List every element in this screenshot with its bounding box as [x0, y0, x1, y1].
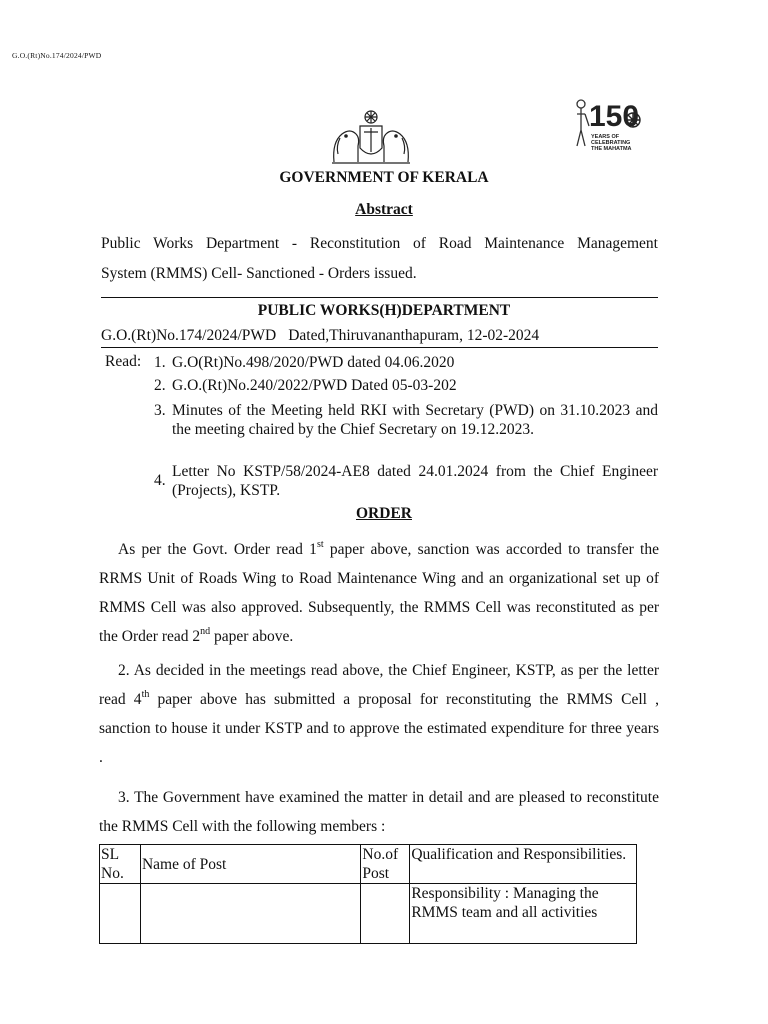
table-header-row: [100, 845, 637, 884]
logo-150-caption: YEARS OF CELEBRATING THE MAHATMA: [591, 134, 632, 152]
divider-bottom: [101, 347, 658, 348]
paragraph-3: 3. The Government have examined the matter in detail and are pleased to reconstitute the RMMS Cell with the following members :: [99, 789, 659, 835]
paragraph-2: 2. As decided in the meetings read above, the Chief Engineer, KSTP, as per the letter read 4th paper above has submitted a proposal for reconstituting the RMMS Cell , sanction to house it under KSTP and to approve the estimated expenditure for three years .: [99, 662, 659, 766]
header-reference: G.O.(Rt)No.174/2024/PWD: [12, 51, 102, 60]
department-heading: PUBLIC WORKS(H)DEPARTMENT: [257, 302, 511, 319]
go-dated: Dated,Thiruvananthapuram, 12-02-2024: [288, 327, 540, 344]
reference-item: 2. G.O.(Rt)No.240/2022/PWD Dated 05-03-202: [154, 377, 457, 394]
subject-line-1: Public Works Department - Reconstitution of Road Maintenance Management: [101, 235, 658, 252]
logo-150-number: 150: [589, 100, 640, 133]
go-line: [101, 327, 539, 345]
order-heading: ORDER: [356, 505, 412, 522]
abstract-heading: Abstract: [355, 201, 413, 218]
subject: [101, 229, 658, 289]
header-name-of-post: Name of Post: [140, 845, 360, 884]
government-title: GOVERNMENT OF KERALA: [279, 169, 489, 186]
gandhi-150-logo: [573, 96, 653, 162]
cell-sl-no: [100, 884, 141, 944]
table-row: [100, 884, 637, 944]
cell-qualification: Responsibility : Managing the RMMS team and all activities: [410, 884, 637, 944]
members-table: [99, 844, 637, 944]
read-label: Read:: [105, 353, 142, 370]
cell-no-of-post: [361, 884, 410, 944]
header-sl-no: SL No.: [100, 845, 141, 884]
header-qualification: Qualification and Responsibilities.: [410, 845, 637, 884]
subject-line-2: System (RMMS) Cell- Sanctioned - Orders issued.: [101, 265, 417, 282]
go-number: G.O.(Rt)No.174/2024/PWD: [101, 327, 277, 344]
reference-item: 1. G.O(Rt)No.498/2020/PWD dated 04.06.2020: [154, 354, 455, 371]
cell-name-of-post: [140, 884, 360, 944]
reference-item: 3. Minutes of the Meeting held RKI with Secretary (PWD) on 31.10.2023 and the meeting chaired by the Chief Secretary on 19.12.2023.: [154, 402, 658, 438]
divider-top: [101, 297, 658, 298]
header-no-of-post: No.of Post: [361, 845, 410, 884]
kerala-emblem-icon: [330, 108, 412, 168]
reference-item: 4. Letter No KSTP/58/2024-AE8 dated 24.01.2024 from the Chief Engineer (Projects), KSTP.: [154, 463, 658, 499]
paragraph-1: As per the Govt. Order read 1st paper above, sanction was accorded to transfer the RRMS Unit of Roads Wing to Road Maintenance Wing and an organizational set up of RMMS Cell was also approved. Subsequently, the RMMS Cell was reconstituted as per the Order read 2nd paper above.: [99, 539, 659, 645]
